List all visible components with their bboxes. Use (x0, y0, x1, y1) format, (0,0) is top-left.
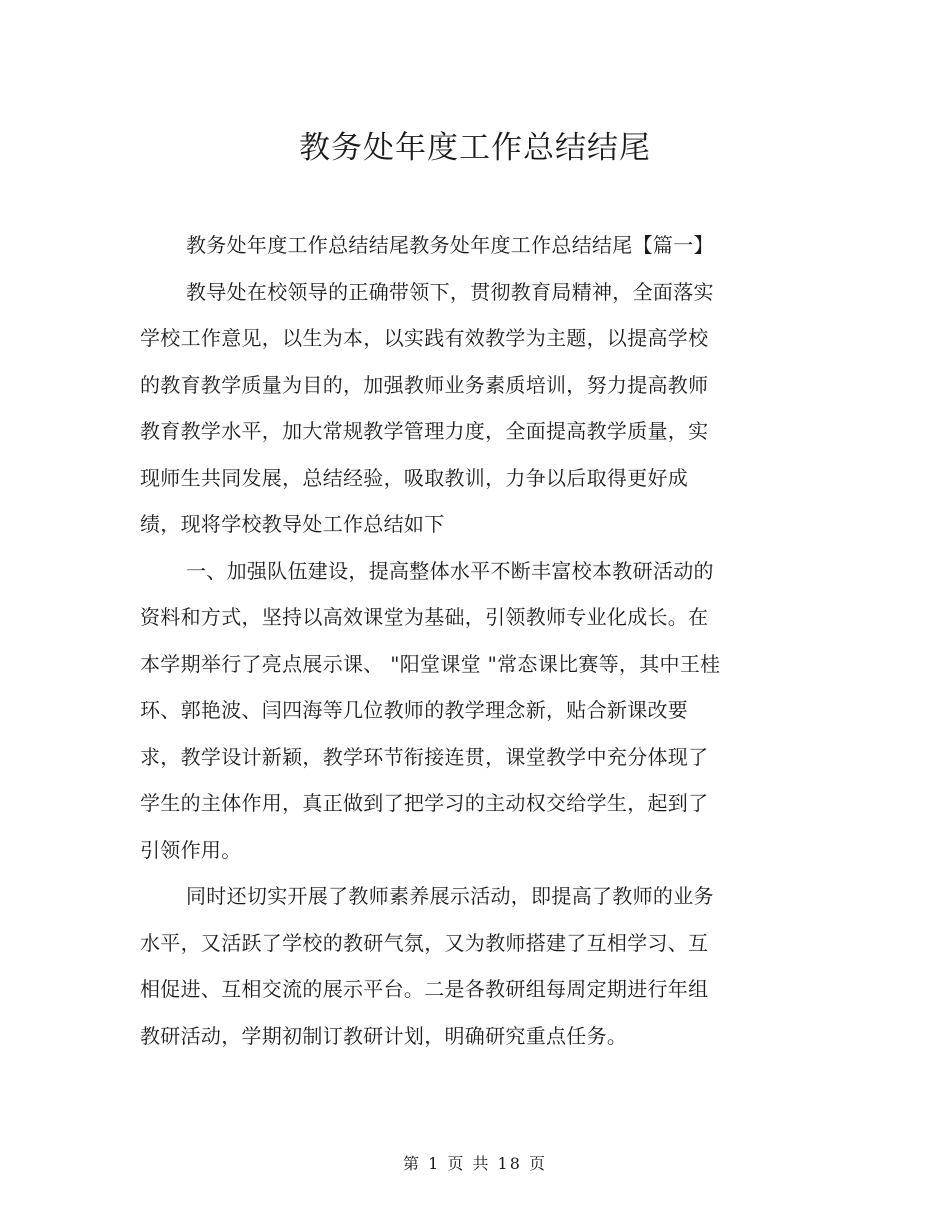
document-title: 教务处年度工作总结结尾 (299, 130, 651, 166)
text-line: 相促进、互相交流的展示平台。二是各教研组每周定期进行年组 (140, 977, 709, 1001)
text-line-section-heading: 教务处年度工作总结结尾教务处年度工作总结结尾【篇一】 (186, 233, 714, 257)
text-line: 现师生共同发展，总结经验，吸取教训，力争以后取得更好成 (140, 465, 689, 490)
text-line: 一、加强队伍建设，提高整体水平不断丰富校本教研活动的 (186, 558, 714, 583)
text-line: 环、郭艳波、闫四海等几位教师的教学理念新，贴合新课改要 (140, 698, 689, 722)
text-line: 教育教学水平，加大常规教学管理力度，全面提高教学质量，实 (140, 419, 709, 443)
text-line: 求，教学设计新颖，教学环节衔接连贯，课堂教学中充分体现了 (140, 744, 709, 769)
text-line: 学生的主体作用，真正做到了把学习的主动权交给学生，起到了 (140, 791, 709, 815)
text-line: 的教育教学质量为目的，加强教师业务素质培训，努力提高教师 (140, 372, 709, 397)
text-line: 引领作用。 (140, 837, 242, 862)
page-number-footer: 第 1 页 共 18 页 (403, 1154, 547, 1173)
text-line: 学校工作意见，以生为本，以实践有效教学为主题，以提高学校 (140, 326, 709, 350)
text-line: 水平，又活跃了学校的教研气氛，又为教师搭建了互相学习、互 (140, 930, 709, 955)
document-body (140, 222, 800, 1059)
text-line: 绩，现将学校教导处工作总结如下 (140, 512, 445, 536)
text-line: 本学期举行了亮点展示课、 "阳堂课堂 "常态课比赛等，其中王桂 (140, 651, 721, 676)
text-line: 同时还切实开展了教师素养展示活动，即提高了教师的业务 (186, 884, 714, 908)
text-line: 资料和方式，坚持以高效课堂为基础，引领教师专业化成长。在 (140, 605, 709, 629)
text-line: 教研活动，学期初制订教研计划，明确研究重点任务。 (140, 1023, 628, 1048)
text-line: 教导处在校领导的正确带领下，贯彻教育局精神，全面落实 (186, 279, 714, 304)
